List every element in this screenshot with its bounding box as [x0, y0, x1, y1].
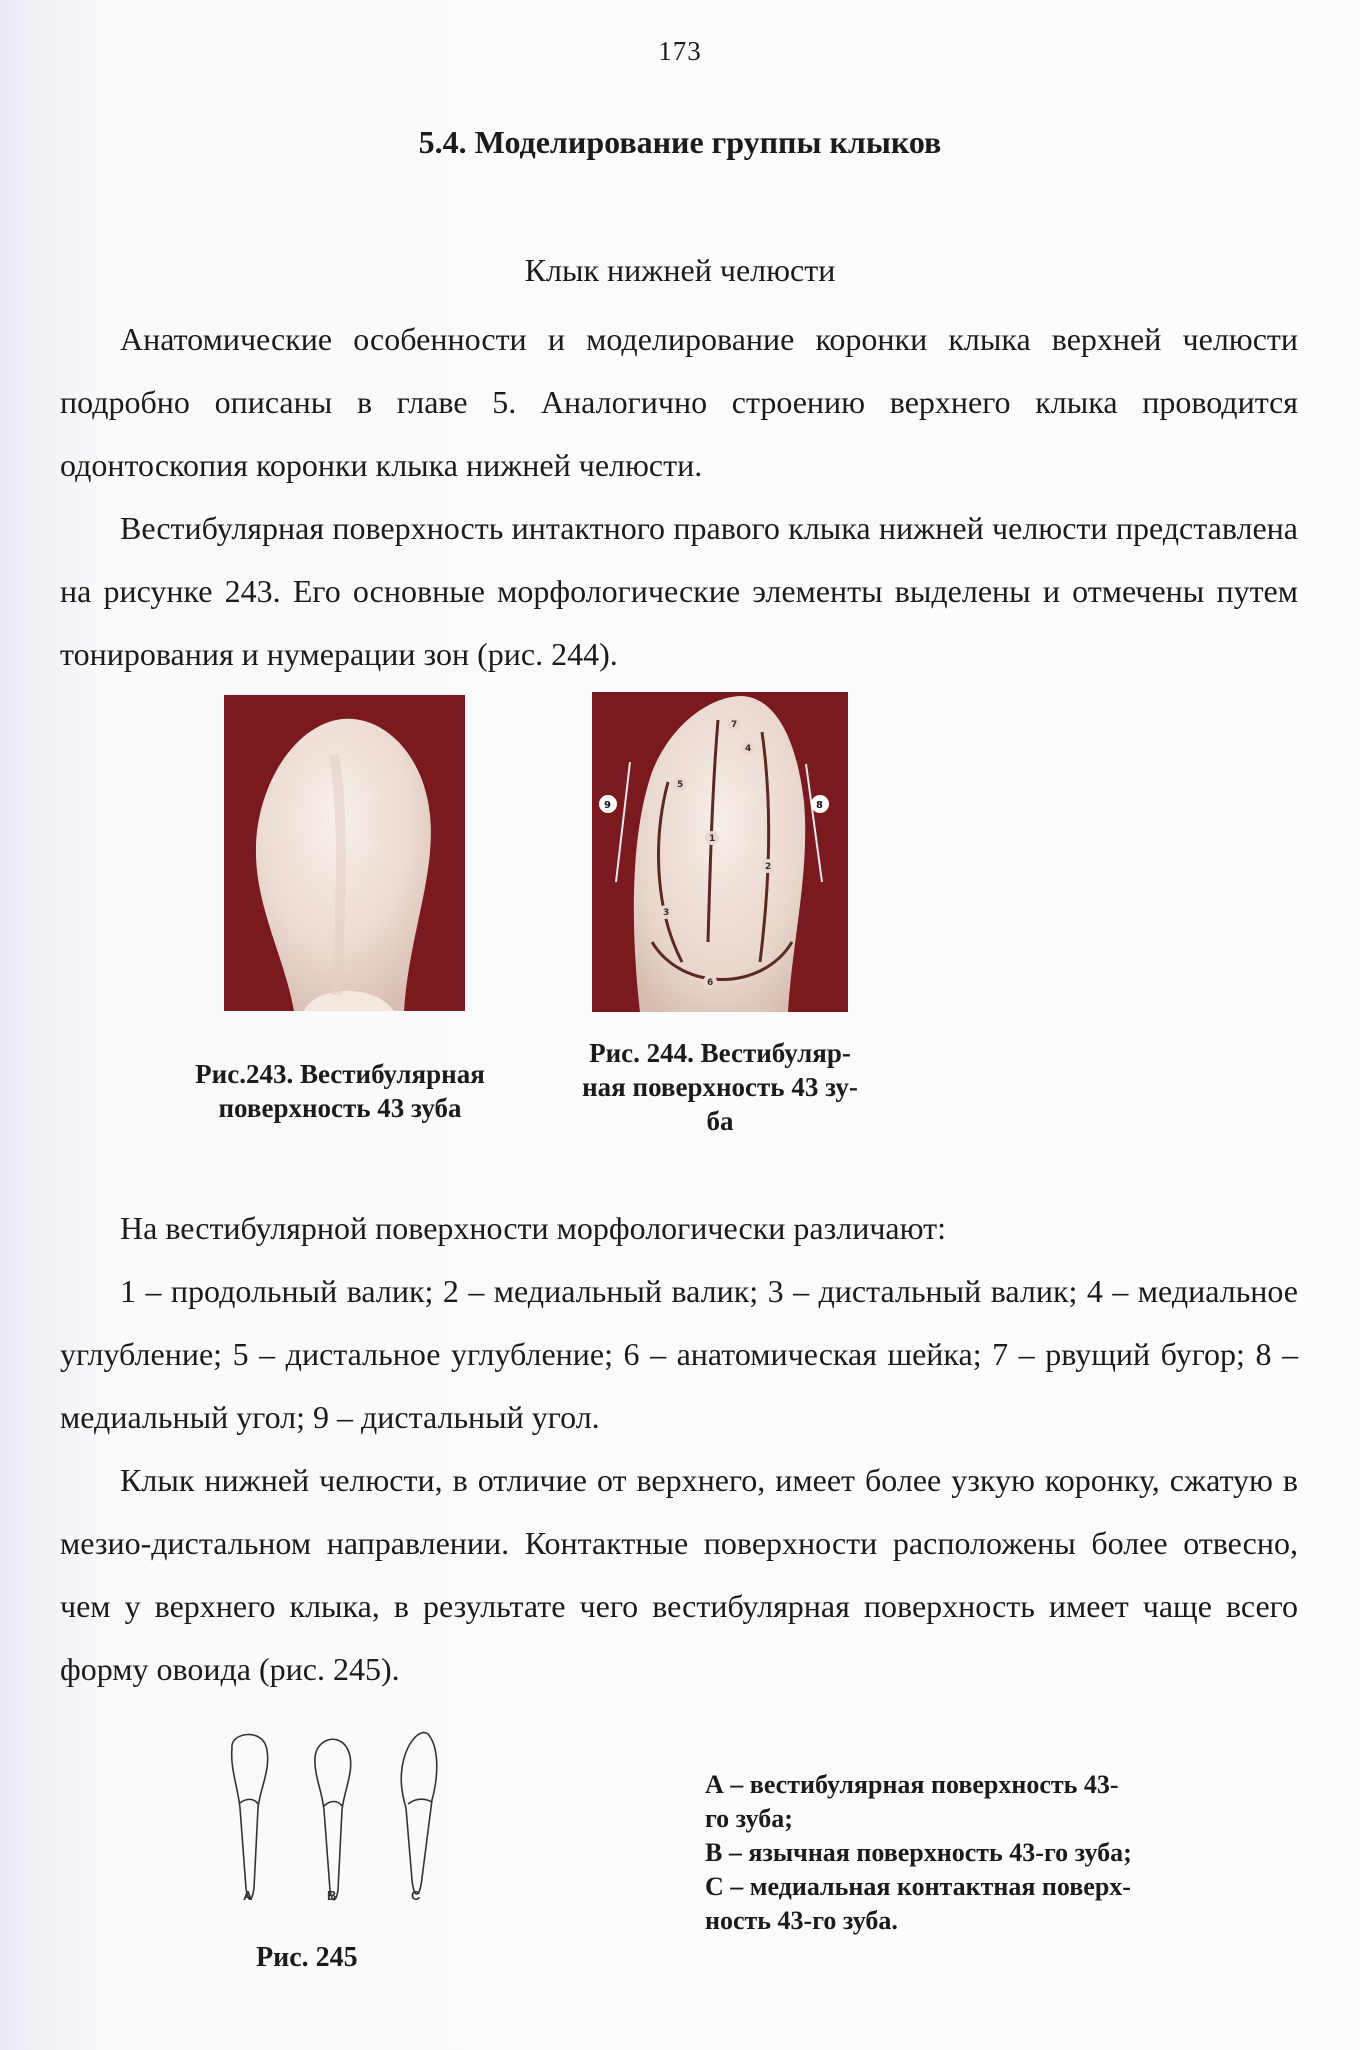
subsection-heading: Клык нижней челюсти [524, 252, 836, 288]
figure-244-caption-line1: Рис. 244. Вестибуляр- [589, 1038, 851, 1068]
marker-2-label: 2 [765, 862, 772, 872]
figure-243-photo [224, 695, 465, 1011]
figure-244-caption-line2: ная поверхность 43 зу- [582, 1072, 858, 1102]
figure-245-letter-c: C [411, 1888, 421, 1903]
legend-line-3: В – язычная поверхность 43-го зуба; [705, 1838, 1132, 1867]
figure-244-photo [592, 692, 848, 1012]
figure-243-caption-line2: поверхность 43 зуба [218, 1093, 462, 1123]
marker-6-label: 6 [707, 978, 714, 988]
paragraph-morphology-intro: На вестибулярной поверхности морфологически различают: [120, 1210, 946, 1246]
marker-8-label: 8 [816, 800, 823, 811]
legend-line-4: С – медиальная контактная поверх- [705, 1872, 1131, 1901]
marker-5-label: 5 [677, 780, 684, 790]
marker-4-label: 4 [745, 744, 752, 754]
figure-244-caption [560, 1036, 880, 1138]
marker-7-label: 7 [731, 720, 738, 730]
tooth-c-outline [401, 1733, 437, 1894]
paragraph-morphology-list: 1 – продольный валик; 2 – медиальный валик; 3 – дистальный валик; 4 – медиальное углубление; 5 – дистальное углубление; 6 – анатомическая шейка; 7 – рвущий бугор; 8 – медиальный угол; 9 – дистальный угол. [60, 1273, 1298, 1435]
figure-245-letter-a: A [243, 1888, 253, 1903]
figure-244-caption-line3: ба [706, 1106, 734, 1136]
figure-243-caption [160, 1057, 520, 1125]
paragraph-vestibular: Вестибулярная поверхность интактного правого клыка нижней челюсти представлена на рисунке 243. Его основные морфологические элементы выделены и отмечены путем тонирования и нумерации зон (рис. 244). [60, 510, 1298, 672]
legend-line-1: А – вестибулярная поверхность 43- [705, 1770, 1119, 1799]
figure-243-caption-line1: Рис.243. Вестибулярная [195, 1059, 485, 1089]
figure-245-letter-b: B [327, 1888, 337, 1903]
marker-3-label: 3 [663, 908, 670, 918]
section-heading: 5.4. Моделирование группы клыков [418, 124, 942, 160]
paragraph-lower-canine: Клык нижней челюсти, в отличие от верхнего, имеет более узкую коронку, сжатую в мезио-дистальном направлении. Контактные поверхности расположены более отвесно, чем у верхнего клыка, в результате чего вестибулярная поверхность имеет чаще всего форму овоида (рис. 245). [60, 1462, 1298, 1687]
page-number: 173 [658, 36, 702, 66]
legend-line-5: ность 43-го зуба. [705, 1906, 898, 1935]
marker-9-label: 9 [604, 800, 611, 811]
tooth-b-outline [315, 1739, 351, 1899]
figure-245-legend [705, 1768, 1225, 1938]
paragraph-intro: Анатомические особенности и моделирование коронки клыка верхней челюсти подробно описаны в главе 5. Аналогично строению верхнего клыка проводится одонтоскопия коронки клыка нижней челюсти. [60, 321, 1298, 483]
tooth-a-outline [232, 1734, 268, 1899]
marker-1-label: 1 [709, 834, 716, 844]
figure-245-caption: Рис. 245 [256, 1942, 358, 1973]
legend-line-2: го зуба; [705, 1804, 793, 1833]
